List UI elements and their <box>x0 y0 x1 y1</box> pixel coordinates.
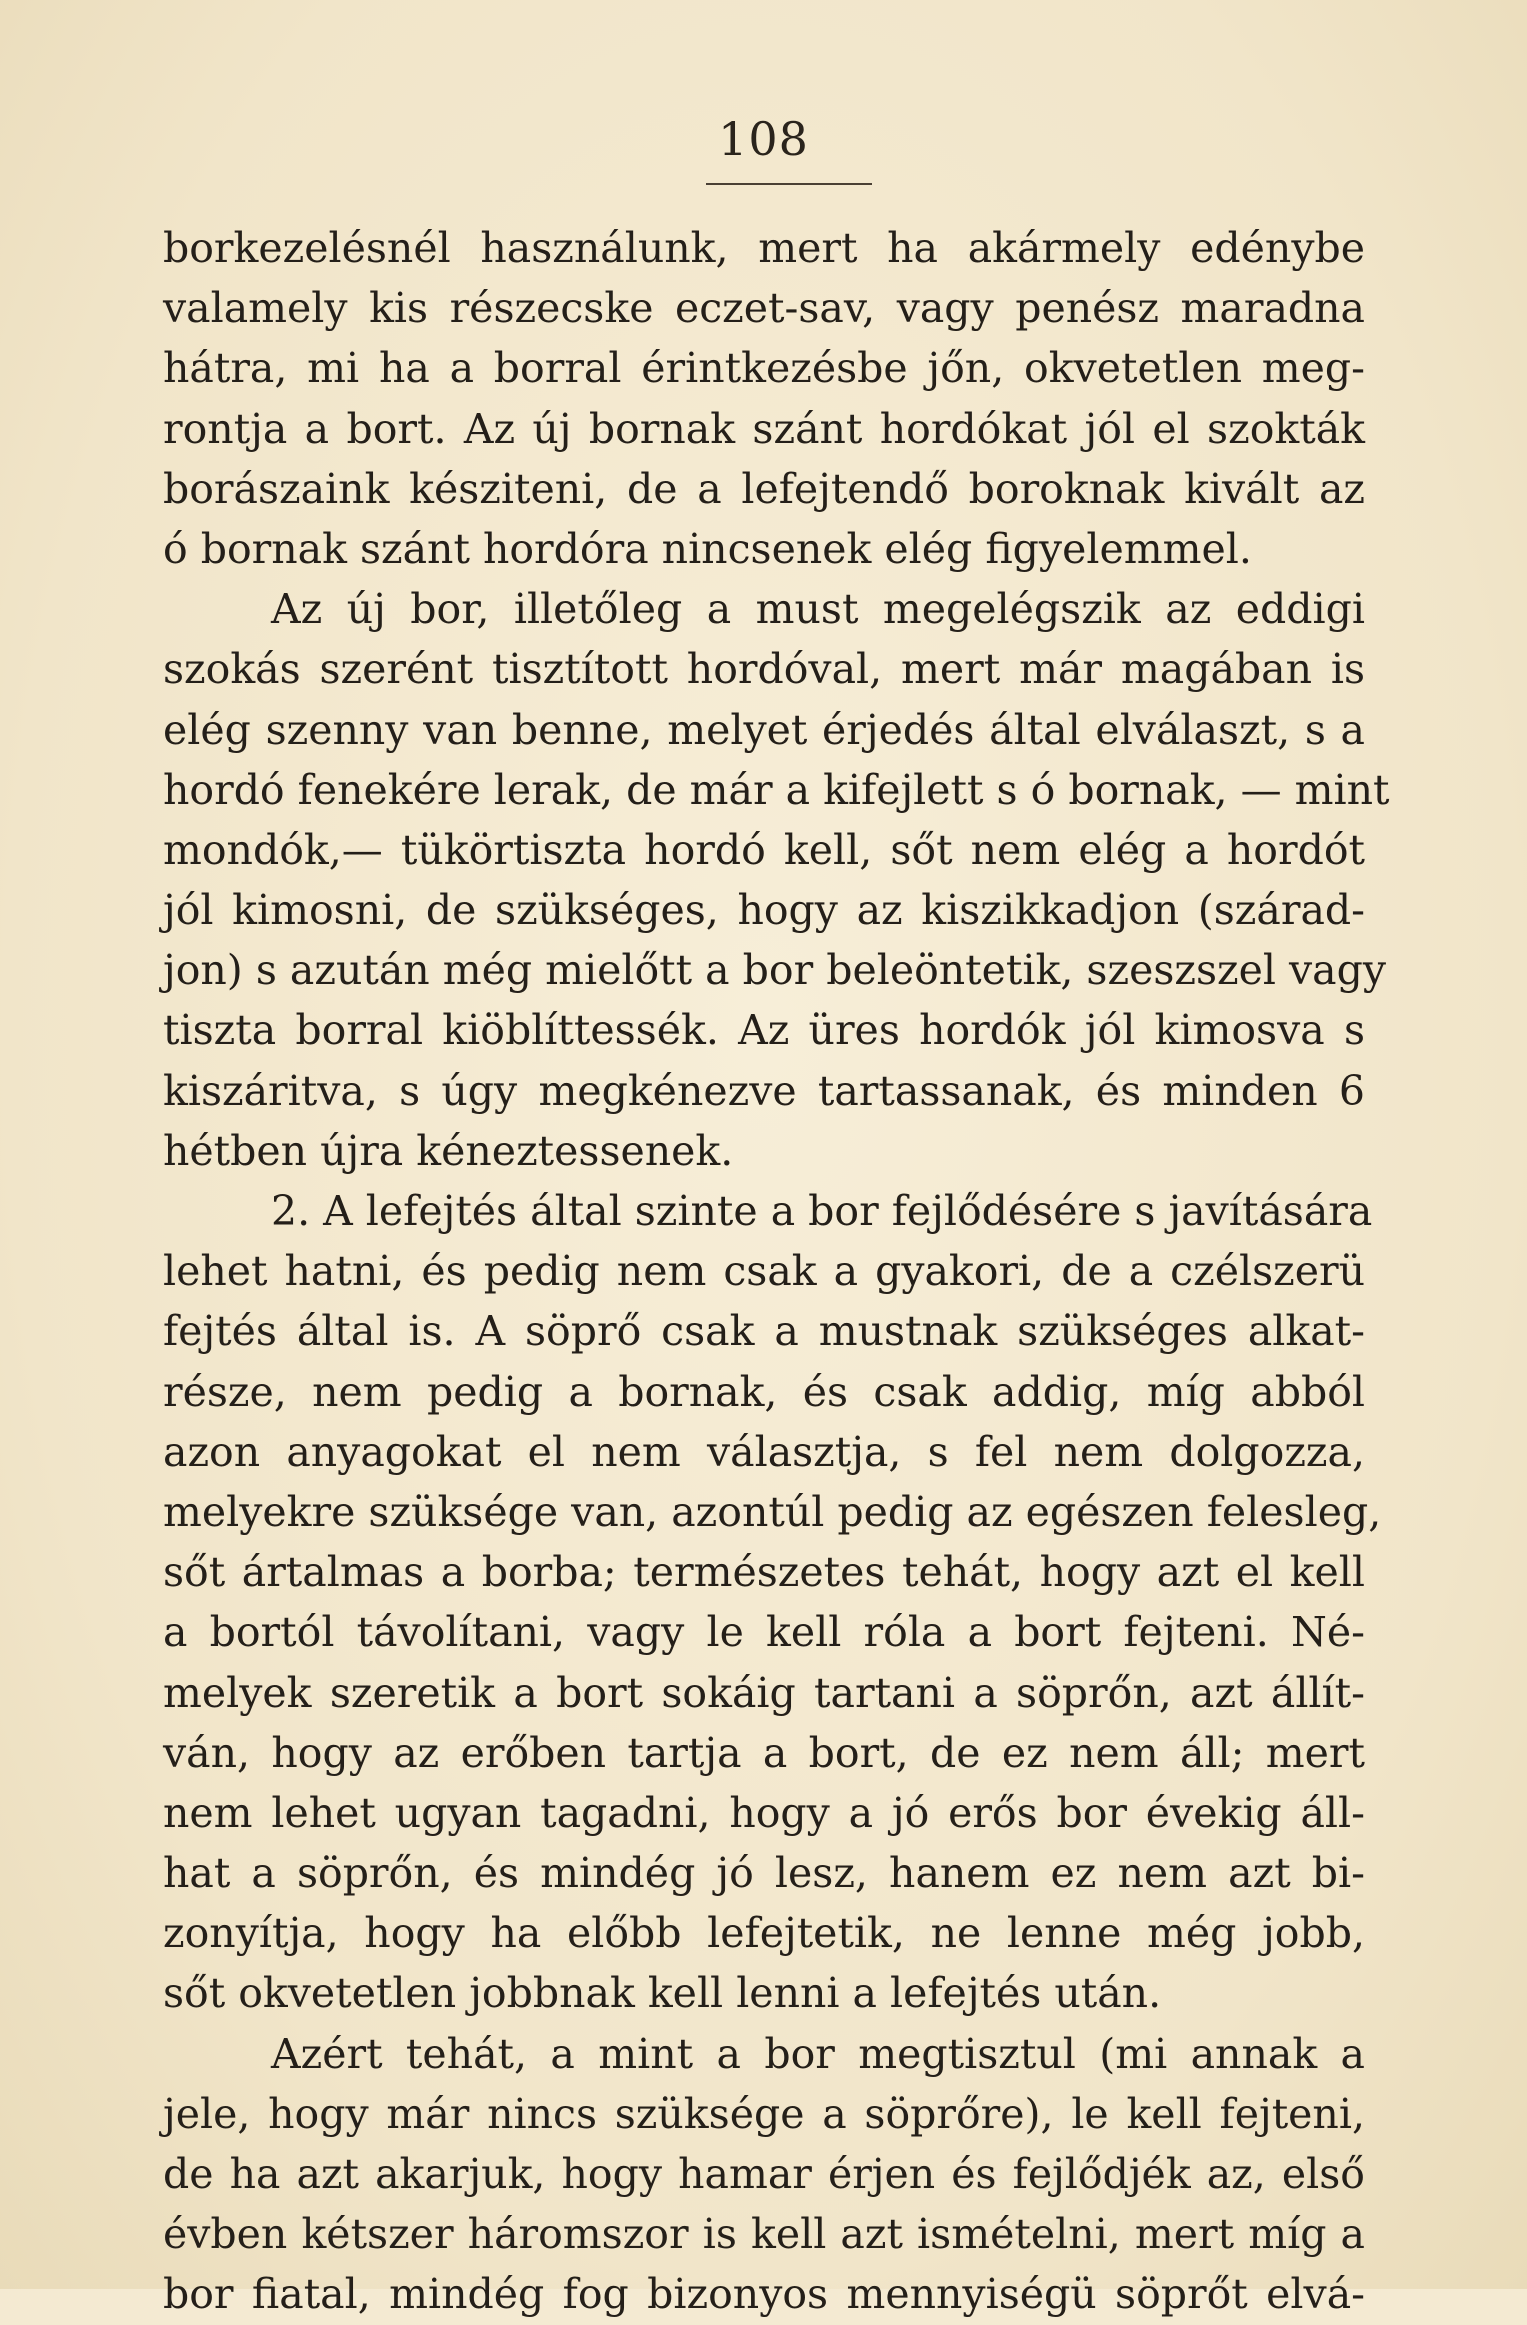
text-line: hordó fenekére lerak, de már a kifejlett s ó bornak, — mint <box>163 765 1390 814</box>
text-line: rontja a bort. Az új bornak szánt hordókat jól el szokták <box>163 404 1365 453</box>
text-line: Azért tehát, a mint a bor megtisztul (mi annak a <box>271 2029 1365 2078</box>
text-line: jon) s azután még mielőtt a bor beleöntetik, szeszszel vagy <box>163 946 1387 995</box>
text-line: fejtés által is. A söprő csak a mustnak szükséges alkat- <box>163 1307 1365 1356</box>
text-line: része, nem pedig a bornak, és csak addig, míg abból <box>163 1367 1365 1416</box>
text-line: bor fiatal, mindég fog bizonyos mennyiségü söprőt elvá- <box>163 2270 1365 2319</box>
text-line: évben kétszer háromszor is kell azt ismételni, mert míg a <box>163 2210 1365 2259</box>
text-line: kiszáritva, s úgy megkénezve tartassanak, és minden 6 <box>163 1066 1365 1115</box>
header-rule <box>706 183 872 185</box>
text-line: nem lehet ugyan tagadni, hogy a jó erős bor évekig áll- <box>163 1788 1365 1837</box>
text-line: melyek szeretik a bort sokáig tartani a söprőn, azt állít- <box>163 1668 1365 1717</box>
page-number: 108 <box>718 112 809 166</box>
text-line: de ha azt akarjuk, hogy hamar érjen és fejlődjék az, első <box>163 2150 1365 2198</box>
text-line: ván, hogy az erőben tartja a bort, de ez nem áll; mert <box>163 1728 1365 1777</box>
text-line: valamely kis részecske eczet-sav, vagy penész maradna <box>163 284 1365 333</box>
body-text <box>163 218 1390 2325</box>
text-line: hátra, mi ha a borral érintkezésbe jőn, okvetetlen meg- <box>163 344 1365 393</box>
text-line: hat a söprőn, és mindég jó lesz, hanem ez nem azt bi- <box>163 1849 1365 1898</box>
text-line: tiszta borral kiöblíttessék. Az üres hordók jól kimosva s <box>163 1006 1365 1055</box>
text-line: jele, hogy már nincs szüksége a söprőre), le kell fejteni, <box>163 2089 1365 2138</box>
text-line: sőt okvetetlen jobbnak kell lenni a lefejtés után. <box>163 1969 1162 2018</box>
text-line: jól kimosni, de szükséges, hogy az kiszikkadjon (szárad- <box>163 886 1365 935</box>
text-line: lehet hatni, és pedig nem csak a gyakori, de a czélszerü <box>163 1247 1365 1296</box>
text-line: borászaink késziteni, de a lefejtendő boroknak kivált az <box>163 464 1365 513</box>
text-line: szokás szerént tisztított hordóval, mert már magában is <box>163 645 1365 694</box>
text-line: elég szenny van benne, melyet érjedés által elválaszt, s a <box>163 705 1365 754</box>
text-line: hétben újra kéneztessenek. <box>163 1126 734 1175</box>
text-line: borkezelésnél használunk, mert ha akármely edénybe <box>163 224 1365 272</box>
text-line: mondók,— tükörtiszta hordó kell, sőt nem elég a hordót <box>163 825 1365 874</box>
text-line: a bortól távolítani, vagy le kell róla a bort fejteni. Né- <box>163 1608 1365 1657</box>
text-line: zonyítja, hogy ha előbb lefejtetik, ne lenne még jobb, <box>163 1909 1365 1958</box>
text-line: azon anyagokat el nem választja, s fel nem dolgozza, <box>163 1427 1365 1476</box>
text-line: sőt ártalmas a borba; természetes tehát, hogy azt el kell <box>163 1548 1365 1597</box>
text-line: Az új bor, illetőleg a must megelégszik az eddigi <box>271 585 1365 634</box>
text-line: 2. A lefejtés által szinte a bor fejlődésére s javítására <box>271 1187 1373 1235</box>
text-line: melyekre szüksége van, azontúl pedig az egészen felesleg, <box>163 1487 1382 1536</box>
text-line: ó bornak szánt hordóra nincsenek elég figyelemmel. <box>163 524 1252 573</box>
